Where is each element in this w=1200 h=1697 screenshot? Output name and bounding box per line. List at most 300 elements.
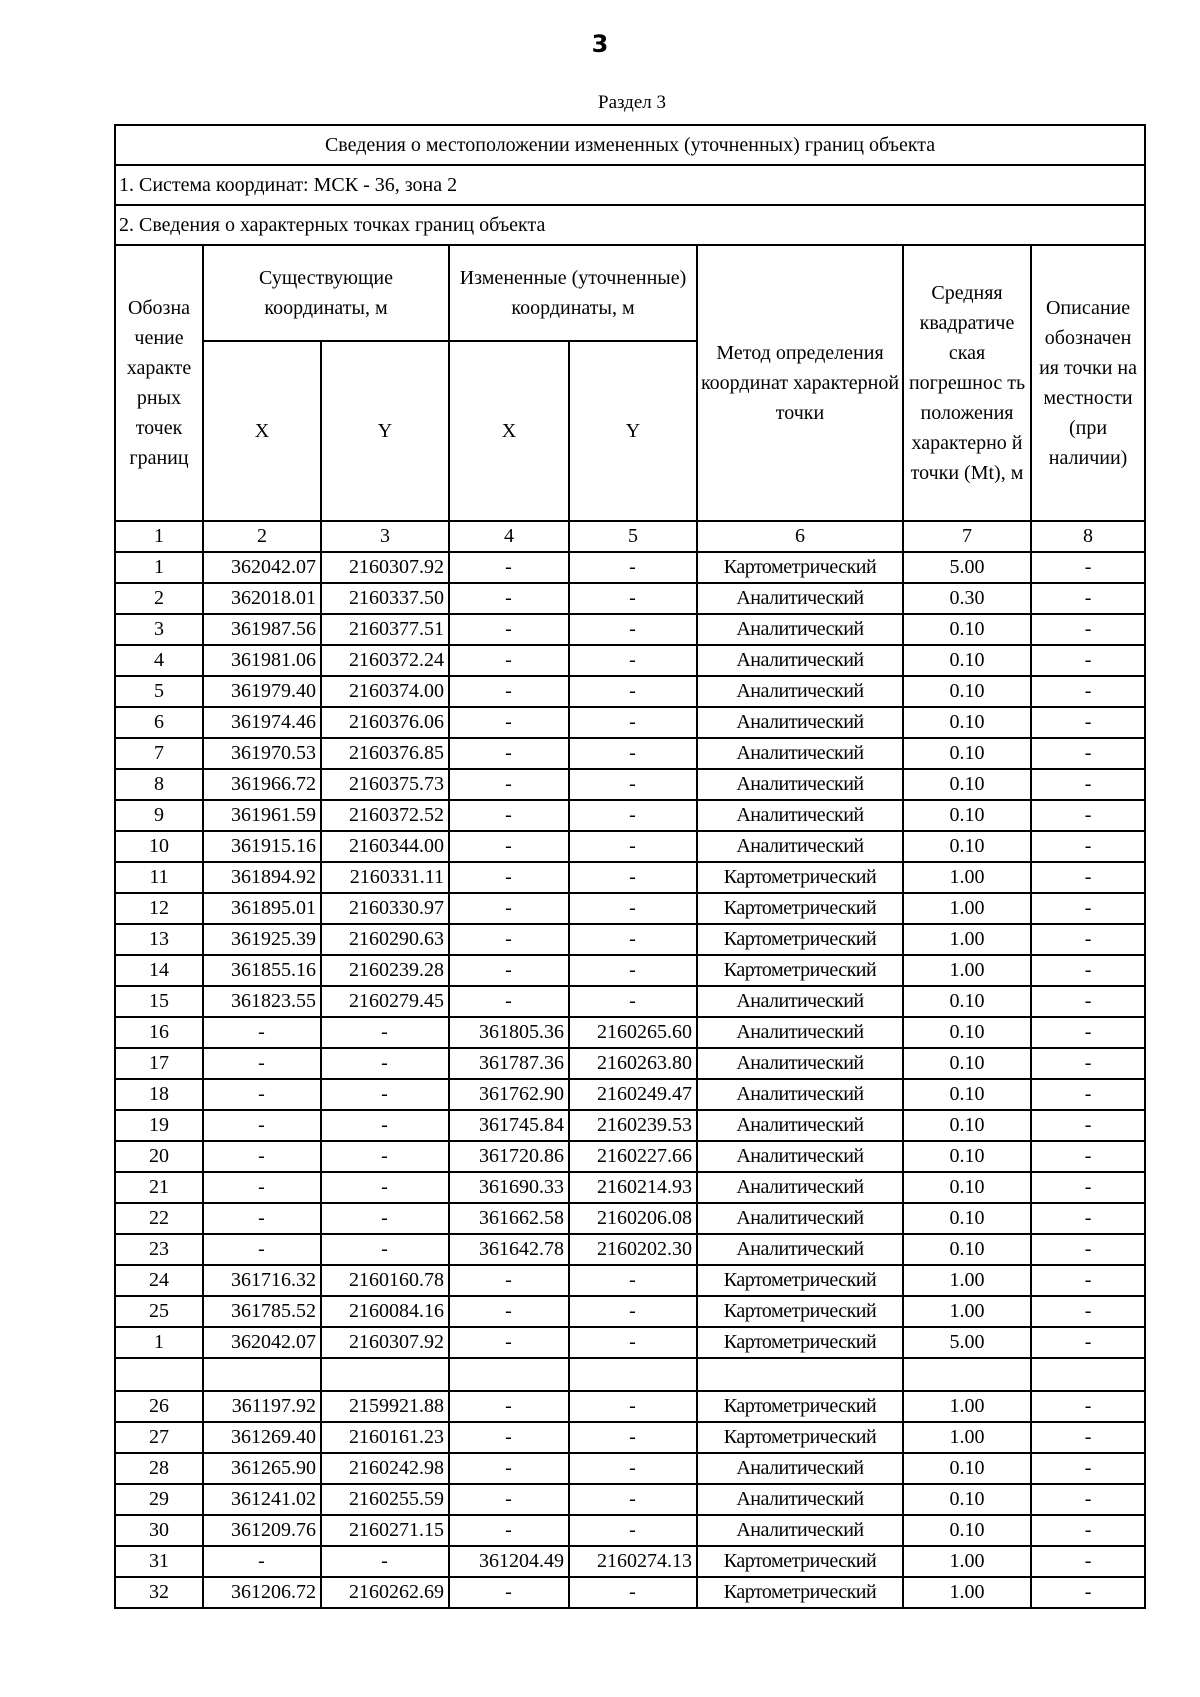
cell-x-changed: - bbox=[449, 614, 569, 645]
cell-designation: 25 bbox=[115, 1296, 203, 1327]
cell-error: 0.10 bbox=[903, 738, 1031, 769]
cell-x-existing: - bbox=[203, 1203, 321, 1234]
table-row bbox=[115, 1484, 1145, 1515]
cell-error: 0.10 bbox=[903, 707, 1031, 738]
cell-x-changed: - bbox=[449, 800, 569, 831]
cell-method: Картометрический bbox=[697, 1422, 903, 1453]
cell-y-existing: 2160161.23 bbox=[321, 1422, 449, 1453]
cell-y-existing: 2160307.92 bbox=[321, 1327, 449, 1358]
cell-x-changed: - bbox=[449, 831, 569, 862]
table-row bbox=[115, 1234, 1145, 1265]
cell-x-changed: 361787.36 bbox=[449, 1048, 569, 1079]
cell-y-existing: - bbox=[321, 1234, 449, 1265]
cell-y-changed: - bbox=[569, 1515, 697, 1546]
cell-designation: 21 bbox=[115, 1172, 203, 1203]
cell-description: - bbox=[1031, 583, 1145, 614]
cell-y-existing: - bbox=[321, 1017, 449, 1048]
cell-error: 0.30 bbox=[903, 583, 1031, 614]
cell-x-changed: - bbox=[449, 676, 569, 707]
cell-error: 0.10 bbox=[903, 1515, 1031, 1546]
cell-y-changed: - bbox=[569, 1391, 697, 1422]
column-number: 4 bbox=[449, 521, 569, 552]
cell-y-changed: 2160274.13 bbox=[569, 1546, 697, 1577]
cell-description: - bbox=[1031, 986, 1145, 1017]
cell-designation: 11 bbox=[115, 862, 203, 893]
cell-x-existing: 361981.06 bbox=[203, 645, 321, 676]
cell-y-existing: 2160279.45 bbox=[321, 986, 449, 1017]
cell-description: - bbox=[1031, 1017, 1145, 1048]
cell-method: Аналитический bbox=[697, 1079, 903, 1110]
cell-y-changed: 2160214.93 bbox=[569, 1172, 697, 1203]
column-number: 2 bbox=[203, 521, 321, 552]
cell-error: 0.10 bbox=[903, 831, 1031, 862]
cell-y-changed: - bbox=[569, 614, 697, 645]
cell-method: Картометрический bbox=[697, 1296, 903, 1327]
cell-y-existing: 2160375.73 bbox=[321, 769, 449, 800]
cell-method: Аналитический bbox=[697, 1048, 903, 1079]
cell-designation: 26 bbox=[115, 1391, 203, 1422]
cell-x-existing: 362018.01 bbox=[203, 583, 321, 614]
cell-y-existing: 2160377.51 bbox=[321, 614, 449, 645]
cell-error: 0.10 bbox=[903, 986, 1031, 1017]
empty-cell bbox=[321, 1358, 449, 1391]
cell-error: 0.10 bbox=[903, 614, 1031, 645]
empty-cell bbox=[569, 1358, 697, 1391]
cell-description: - bbox=[1031, 645, 1145, 676]
cell-error: 0.10 bbox=[903, 1203, 1031, 1234]
cell-method: Картометрический bbox=[697, 893, 903, 924]
cell-designation: 29 bbox=[115, 1484, 203, 1515]
cell-designation: 23 bbox=[115, 1234, 203, 1265]
cell-y-existing: - bbox=[321, 1546, 449, 1577]
cell-x-changed: 361720.86 bbox=[449, 1141, 569, 1172]
cell-designation: 6 bbox=[115, 707, 203, 738]
table-row bbox=[115, 552, 1145, 583]
cell-method: Аналитический bbox=[697, 1515, 903, 1546]
cell-y-changed: - bbox=[569, 800, 697, 831]
column-number: 1 bbox=[115, 521, 203, 552]
cell-x-existing: - bbox=[203, 1110, 321, 1141]
cell-method: Аналитический bbox=[697, 1203, 903, 1234]
cell-designation: 30 bbox=[115, 1515, 203, 1546]
cell-y-changed: - bbox=[569, 769, 697, 800]
cell-x-existing: 361823.55 bbox=[203, 986, 321, 1017]
cell-description: - bbox=[1031, 1079, 1145, 1110]
cell-method: Аналитический bbox=[697, 583, 903, 614]
cell-error: 1.00 bbox=[903, 862, 1031, 893]
cell-designation: 19 bbox=[115, 1110, 203, 1141]
cell-description: - bbox=[1031, 769, 1145, 800]
cell-x-existing: 361974.46 bbox=[203, 707, 321, 738]
cell-description: - bbox=[1031, 800, 1145, 831]
cell-x-changed: - bbox=[449, 552, 569, 583]
table-row bbox=[115, 1048, 1145, 1079]
cell-description: - bbox=[1031, 1391, 1145, 1422]
cell-error: 0.10 bbox=[903, 1234, 1031, 1265]
cell-description: - bbox=[1031, 1048, 1145, 1079]
cell-designation: 27 bbox=[115, 1422, 203, 1453]
cell-y-changed: - bbox=[569, 583, 697, 614]
header-y-existing: Y bbox=[321, 341, 449, 521]
cell-y-changed: - bbox=[569, 986, 697, 1017]
cell-x-changed: 361805.36 bbox=[449, 1017, 569, 1048]
table-row bbox=[115, 676, 1145, 707]
cell-error: 1.00 bbox=[903, 893, 1031, 924]
header-existing: Существующие координаты, м bbox=[203, 245, 449, 341]
cell-x-existing: 361915.16 bbox=[203, 831, 321, 862]
header-x-existing: X bbox=[203, 341, 321, 521]
cell-method: Аналитический bbox=[697, 614, 903, 645]
cell-y-changed: - bbox=[569, 1265, 697, 1296]
cell-description: - bbox=[1031, 1453, 1145, 1484]
cell-designation: 7 bbox=[115, 738, 203, 769]
cell-description: - bbox=[1031, 1265, 1145, 1296]
cell-y-existing: 2160271.15 bbox=[321, 1515, 449, 1546]
cell-designation: 8 bbox=[115, 769, 203, 800]
cell-description: - bbox=[1031, 1484, 1145, 1515]
cell-method: Картометрический bbox=[697, 1391, 903, 1422]
cell-x-existing: - bbox=[203, 1079, 321, 1110]
cell-error: 5.00 bbox=[903, 552, 1031, 583]
empty-cell bbox=[203, 1358, 321, 1391]
cell-x-existing: 361197.92 bbox=[203, 1391, 321, 1422]
cell-designation: 22 bbox=[115, 1203, 203, 1234]
cell-x-existing: 361265.90 bbox=[203, 1453, 321, 1484]
cell-x-existing: - bbox=[203, 1172, 321, 1203]
cell-method: Аналитический bbox=[697, 1484, 903, 1515]
cell-y-changed: 2160263.80 bbox=[569, 1048, 697, 1079]
boundary-points-table bbox=[114, 124, 1146, 1609]
table-row bbox=[115, 893, 1145, 924]
cell-error: 0.10 bbox=[903, 1141, 1031, 1172]
cell-y-existing: - bbox=[321, 1048, 449, 1079]
cell-y-changed: 2160202.30 bbox=[569, 1234, 697, 1265]
cell-x-changed: - bbox=[449, 862, 569, 893]
cell-x-changed: - bbox=[449, 986, 569, 1017]
cell-x-existing: 361855.16 bbox=[203, 955, 321, 986]
table-title: Сведения о местоположении измененных (уточненных) границ объекта bbox=[115, 125, 1145, 165]
column-number: 3 bbox=[321, 521, 449, 552]
table-row bbox=[115, 707, 1145, 738]
cell-y-existing: 2160160.78 bbox=[321, 1265, 449, 1296]
table-row bbox=[115, 1172, 1145, 1203]
cell-method: Аналитический bbox=[697, 738, 903, 769]
table-row bbox=[115, 1546, 1145, 1577]
table-row bbox=[115, 800, 1145, 831]
table-row bbox=[115, 614, 1145, 645]
cell-designation: 15 bbox=[115, 986, 203, 1017]
cell-description: - bbox=[1031, 1296, 1145, 1327]
cell-method: Картометрический bbox=[697, 552, 903, 583]
cell-x-existing: 361979.40 bbox=[203, 676, 321, 707]
empty-cell bbox=[903, 1358, 1031, 1391]
empty-cell bbox=[449, 1358, 569, 1391]
cell-x-changed: 361642.78 bbox=[449, 1234, 569, 1265]
cell-error: 0.10 bbox=[903, 1048, 1031, 1079]
cell-method: Аналитический bbox=[697, 645, 903, 676]
table-row bbox=[115, 1141, 1145, 1172]
cell-description: - bbox=[1031, 1546, 1145, 1577]
cell-description: - bbox=[1031, 862, 1145, 893]
cell-y-changed: - bbox=[569, 645, 697, 676]
cell-description: - bbox=[1031, 1577, 1145, 1608]
table-row bbox=[115, 924, 1145, 955]
table-row bbox=[115, 769, 1145, 800]
cell-y-changed: - bbox=[569, 1577, 697, 1608]
cell-y-existing: 2160337.50 bbox=[321, 583, 449, 614]
cell-error: 0.10 bbox=[903, 1484, 1031, 1515]
cell-designation: 13 bbox=[115, 924, 203, 955]
table-row bbox=[115, 1577, 1145, 1608]
cell-designation: 10 bbox=[115, 831, 203, 862]
cell-y-changed: 2160265.60 bbox=[569, 1017, 697, 1048]
cell-x-existing: 361961.59 bbox=[203, 800, 321, 831]
cell-designation: 24 bbox=[115, 1265, 203, 1296]
cell-y-changed: 2160206.08 bbox=[569, 1203, 697, 1234]
cell-error: 5.00 bbox=[903, 1327, 1031, 1358]
cell-designation: 14 bbox=[115, 955, 203, 986]
cell-y-existing: 2160331.11 bbox=[321, 862, 449, 893]
cell-y-existing: - bbox=[321, 1079, 449, 1110]
header-error: Средняя квадратиче ская погрешнос ть положения характерно й точки (Mt), м bbox=[903, 245, 1031, 521]
cell-error: 0.10 bbox=[903, 800, 1031, 831]
cell-x-changed: 361745.84 bbox=[449, 1110, 569, 1141]
table-row bbox=[115, 1391, 1145, 1422]
cell-x-changed: - bbox=[449, 1327, 569, 1358]
cell-designation: 9 bbox=[115, 800, 203, 831]
cell-method: Аналитический bbox=[697, 1234, 903, 1265]
cell-y-changed: - bbox=[569, 1422, 697, 1453]
table-row bbox=[115, 1079, 1145, 1110]
column-number: 8 bbox=[1031, 521, 1145, 552]
cell-designation: 32 bbox=[115, 1577, 203, 1608]
cell-x-existing: 361894.92 bbox=[203, 862, 321, 893]
cell-x-changed: - bbox=[449, 1484, 569, 1515]
table-row bbox=[115, 1453, 1145, 1484]
cell-designation: 28 bbox=[115, 1453, 203, 1484]
cell-x-existing: 361785.52 bbox=[203, 1296, 321, 1327]
cell-x-existing: - bbox=[203, 1141, 321, 1172]
cell-y-changed: - bbox=[569, 1484, 697, 1515]
cell-method: Аналитический bbox=[697, 676, 903, 707]
cell-description: - bbox=[1031, 738, 1145, 769]
cell-x-existing: 362042.07 bbox=[203, 1327, 321, 1358]
cell-designation: 16 bbox=[115, 1017, 203, 1048]
cell-designation: 20 bbox=[115, 1141, 203, 1172]
cell-x-existing: 361987.56 bbox=[203, 614, 321, 645]
cell-x-existing: - bbox=[203, 1546, 321, 1577]
cell-method: Картометрический bbox=[697, 862, 903, 893]
cell-method: Аналитический bbox=[697, 800, 903, 831]
column-number: 6 bbox=[697, 521, 903, 552]
cell-description: - bbox=[1031, 1203, 1145, 1234]
cell-x-existing: 361269.40 bbox=[203, 1422, 321, 1453]
cell-y-existing: 2160290.63 bbox=[321, 924, 449, 955]
cell-y-changed: 2160249.47 bbox=[569, 1079, 697, 1110]
cell-x-existing: 361241.02 bbox=[203, 1484, 321, 1515]
cell-y-existing: 2160344.00 bbox=[321, 831, 449, 862]
cell-description: - bbox=[1031, 1422, 1145, 1453]
cell-x-existing: - bbox=[203, 1048, 321, 1079]
cell-y-changed: - bbox=[569, 707, 697, 738]
cell-y-existing: - bbox=[321, 1110, 449, 1141]
cell-designation: 1 bbox=[115, 1327, 203, 1358]
cell-y-changed: - bbox=[569, 552, 697, 583]
cell-x-changed: - bbox=[449, 1296, 569, 1327]
table-row bbox=[115, 986, 1145, 1017]
coord-system: 1. Система координат: МСК - 36, зона 2 bbox=[115, 165, 1145, 205]
cell-error: 1.00 bbox=[903, 1265, 1031, 1296]
header-description: Описание обозначен ия точки на местности (при наличии) bbox=[1031, 245, 1145, 521]
cell-x-changed: - bbox=[449, 893, 569, 924]
cell-method: Аналитический bbox=[697, 831, 903, 862]
cell-designation: 4 bbox=[115, 645, 203, 676]
table-row bbox=[115, 738, 1145, 769]
cell-x-existing: 361895.01 bbox=[203, 893, 321, 924]
cell-x-changed: - bbox=[449, 1453, 569, 1484]
column-number: 5 bbox=[569, 521, 697, 552]
header-y-changed: Y bbox=[569, 341, 697, 521]
cell-y-existing: 2160376.85 bbox=[321, 738, 449, 769]
cell-y-existing: 2160262.69 bbox=[321, 1577, 449, 1608]
cell-y-changed: - bbox=[569, 955, 697, 986]
cell-x-changed: - bbox=[449, 707, 569, 738]
table-row bbox=[115, 1265, 1145, 1296]
cell-y-existing: 2160374.00 bbox=[321, 676, 449, 707]
cell-method: Аналитический bbox=[697, 1017, 903, 1048]
cell-y-changed: - bbox=[569, 1453, 697, 1484]
table-row bbox=[115, 1110, 1145, 1141]
cell-y-changed: 2160239.53 bbox=[569, 1110, 697, 1141]
cell-method: Аналитический bbox=[697, 986, 903, 1017]
cell-x-existing: 361966.72 bbox=[203, 769, 321, 800]
cell-method: Аналитический bbox=[697, 1453, 903, 1484]
cell-error: 0.10 bbox=[903, 1453, 1031, 1484]
cell-x-changed: - bbox=[449, 1391, 569, 1422]
cell-designation: 3 bbox=[115, 614, 203, 645]
cell-y-changed: - bbox=[569, 1296, 697, 1327]
cell-description: - bbox=[1031, 1234, 1145, 1265]
table-row bbox=[115, 862, 1145, 893]
table-row bbox=[115, 645, 1145, 676]
table-row bbox=[115, 1422, 1145, 1453]
header-method: Метод определения координат характерной точки bbox=[697, 245, 903, 521]
cell-y-changed: - bbox=[569, 676, 697, 707]
cell-error: 1.00 bbox=[903, 1296, 1031, 1327]
cell-description: - bbox=[1031, 955, 1145, 986]
table-row bbox=[115, 955, 1145, 986]
cell-method: Картометрический bbox=[697, 955, 903, 986]
cell-y-existing: 2160307.92 bbox=[321, 552, 449, 583]
cell-x-existing: 361716.32 bbox=[203, 1265, 321, 1296]
cell-x-changed: 361690.33 bbox=[449, 1172, 569, 1203]
cell-description: - bbox=[1031, 831, 1145, 862]
cell-description: - bbox=[1031, 1327, 1145, 1358]
cell-description: - bbox=[1031, 1141, 1145, 1172]
cell-error: 0.10 bbox=[903, 645, 1031, 676]
cell-method: Аналитический bbox=[697, 1172, 903, 1203]
empty-cell bbox=[697, 1358, 903, 1391]
separator-row bbox=[115, 1358, 1145, 1391]
table-row bbox=[115, 1203, 1145, 1234]
cell-description: - bbox=[1031, 614, 1145, 645]
cell-y-changed: - bbox=[569, 893, 697, 924]
header-designation: Обозна чение характе рных точек границ bbox=[115, 245, 203, 521]
cell-method: Картометрический bbox=[697, 1546, 903, 1577]
cell-method: Аналитический bbox=[697, 1110, 903, 1141]
cell-method: Картометрический bbox=[697, 1265, 903, 1296]
cell-designation: 17 bbox=[115, 1048, 203, 1079]
cell-y-existing: - bbox=[321, 1141, 449, 1172]
cell-error: 1.00 bbox=[903, 955, 1031, 986]
cell-description: - bbox=[1031, 707, 1145, 738]
cell-designation: 2 bbox=[115, 583, 203, 614]
cell-y-existing: 2160255.59 bbox=[321, 1484, 449, 1515]
section-title: Раздел 3 bbox=[598, 92, 666, 113]
cell-x-changed: - bbox=[449, 645, 569, 676]
cell-method: Картометрический bbox=[697, 1577, 903, 1608]
cell-description: - bbox=[1031, 924, 1145, 955]
cell-y-existing: 2160372.52 bbox=[321, 800, 449, 831]
cell-designation: 1 bbox=[115, 552, 203, 583]
table-row bbox=[115, 1017, 1145, 1048]
cell-error: 0.10 bbox=[903, 1172, 1031, 1203]
cell-error: 1.00 bbox=[903, 1546, 1031, 1577]
cell-y-changed: - bbox=[569, 924, 697, 955]
cell-x-existing: 361209.76 bbox=[203, 1515, 321, 1546]
cell-description: - bbox=[1031, 893, 1145, 924]
table-row bbox=[115, 1327, 1145, 1358]
cell-designation: 18 bbox=[115, 1079, 203, 1110]
cell-y-existing: 2159921.88 bbox=[321, 1391, 449, 1422]
page-number: 3 bbox=[591, 30, 609, 58]
empty-cell bbox=[1031, 1358, 1145, 1391]
cell-error: 0.10 bbox=[903, 1017, 1031, 1048]
column-number-row bbox=[115, 521, 1145, 552]
cell-x-changed: - bbox=[449, 769, 569, 800]
cell-x-existing: - bbox=[203, 1017, 321, 1048]
table-row bbox=[115, 583, 1145, 614]
cell-method: Картометрический bbox=[697, 1327, 903, 1358]
cell-x-existing: 361925.39 bbox=[203, 924, 321, 955]
table-row bbox=[115, 1515, 1145, 1546]
cell-x-changed: 361204.49 bbox=[449, 1546, 569, 1577]
cell-error: 0.10 bbox=[903, 676, 1031, 707]
cell-method: Аналитический bbox=[697, 769, 903, 800]
points-heading: 2. Сведения о характерных точках границ объекта bbox=[115, 205, 1145, 245]
cell-description: - bbox=[1031, 676, 1145, 707]
cell-x-existing: 361206.72 bbox=[203, 1577, 321, 1608]
column-number: 7 bbox=[903, 521, 1031, 552]
cell-x-existing: 362042.07 bbox=[203, 552, 321, 583]
cell-x-changed: - bbox=[449, 1515, 569, 1546]
cell-x-changed: - bbox=[449, 1577, 569, 1608]
cell-y-existing: 2160330.97 bbox=[321, 893, 449, 924]
cell-designation: 5 bbox=[115, 676, 203, 707]
cell-x-changed: - bbox=[449, 738, 569, 769]
cell-x-changed: - bbox=[449, 583, 569, 614]
table-row bbox=[115, 831, 1145, 862]
cell-method: Аналитический bbox=[697, 707, 903, 738]
cell-method: Картометрический bbox=[697, 924, 903, 955]
cell-x-changed: - bbox=[449, 1265, 569, 1296]
cell-y-existing: - bbox=[321, 1172, 449, 1203]
cell-error: 0.10 bbox=[903, 1079, 1031, 1110]
cell-x-existing: 361970.53 bbox=[203, 738, 321, 769]
cell-description: - bbox=[1031, 1515, 1145, 1546]
cell-description: - bbox=[1031, 1110, 1145, 1141]
cell-designation: 31 bbox=[115, 1546, 203, 1577]
